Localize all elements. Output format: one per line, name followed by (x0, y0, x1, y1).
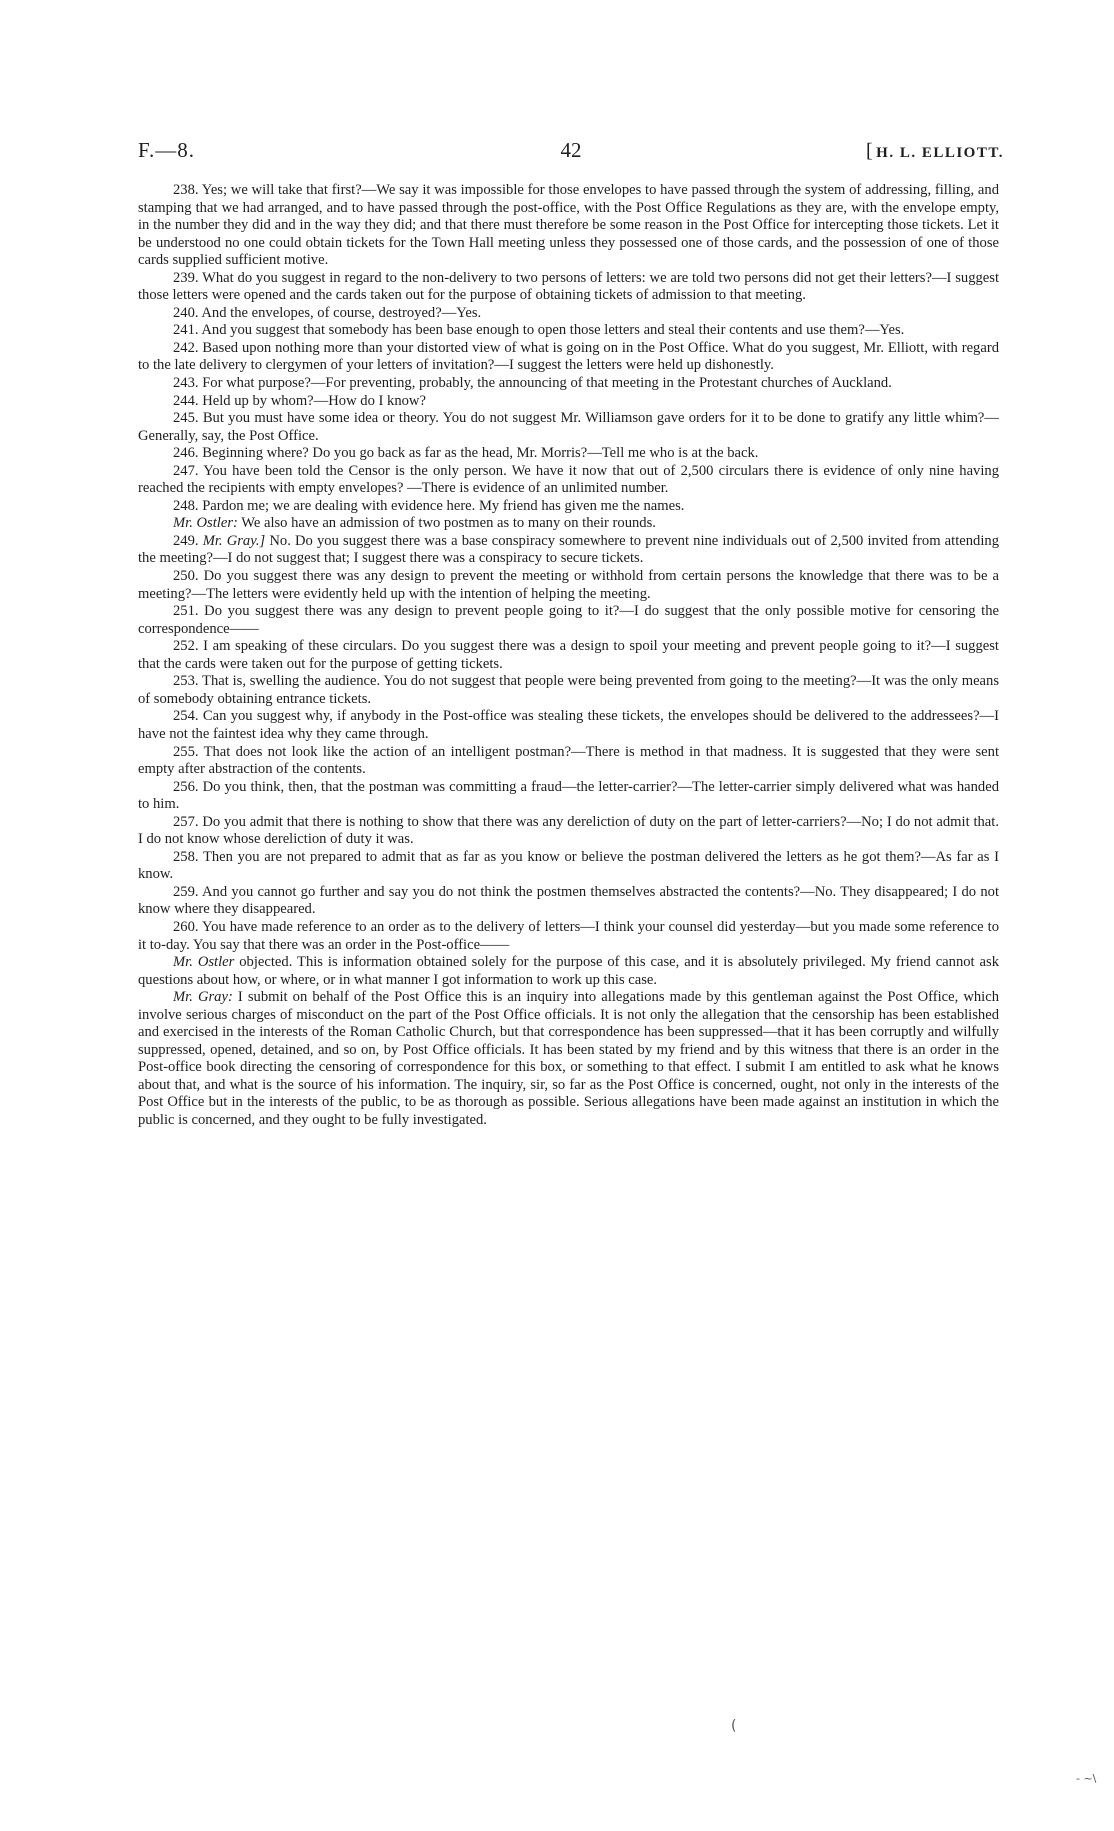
paragraph-text: I submit on behalf of the Post Office this is an inquiry into allegations made by this gentleman against the Post Office, which involve serious charges of misconduct on the part of the Post Office officials. It is not only the allegation that the censorship has been established and exercised in the interests of the Roman Catholic Church, but that correspondence has been suppressed—that it has been corruptly and wilfully suppressed, opened, detained, and so on, by Post Office officials. It has been stated by my friend and by this witness that there is an order in the Post-office book directing the censoring of correspondence for this box, or something to that effect. I submit I am entitled to ask what he knows about that, and what is the source of his information. The inquiry, sir, so far as the Post Office is concerned, ought, not only in the interests of the Post Office but in the interests of the public, to be as thorough as possible. Serious allegations have been made against an institution in which the public is concerned, and they ought to be fully investigated. (138, 989, 999, 1128)
paragraph (138, 884, 999, 919)
paragraph (138, 673, 999, 708)
page-number: 42 (560, 138, 582, 162)
witness-name-text: H. L. ELLIOTT. (876, 145, 1004, 161)
paragraph (138, 708, 999, 743)
paragraph-text: 241. And you suggest that somebody has been base enough to open those letters and steal their contents and use them?—Yes. (173, 322, 905, 339)
paragraph-text: 245. But you must have some idea or theory. You do not suggest Mr. Williamson gave orders for it to be done to gratify any little whim?—Generally, say, the Post Office. (138, 410, 999, 444)
paragraph-text: objected. This is information obtained solely for the purpose of this case, and it is absolutely privileged. My friend cannot ask questions about how, or where, or in what manner I got information to work up this case. (138, 954, 999, 988)
paragraph-text: 255. That does not look like the action of an intelligent postman?—There is method in that madness. It is suggested that they were sent empty after abstraction of the contents. (138, 743, 999, 778)
paragraph (138, 638, 999, 673)
paragraph (138, 744, 999, 779)
page-header (138, 138, 1004, 168)
paragraph (138, 954, 999, 989)
speaker-name: Mr. Gray.] (202, 532, 266, 549)
paragraph-text: 250. Do you suggest there was any design to prevent the meeting or withhold from certain persons the knowledge that there was to be a meeting?—The letters were evidently held up with the intention of helping the meeting. (138, 568, 999, 602)
paragraph (138, 410, 999, 445)
paragraph-text: 258. Then you are not prepared to admit that as far as you know or believe the postman delivered the letters as he got them?—As far as I know. (138, 848, 999, 883)
paragraph (138, 515, 999, 533)
paragraph-text: 257. Do you admit that there is nothing to show that there was any dereliction of duty on the part of letter-carriers?—No; I do not admit that. I do not know whose dereliction of duty it was. (138, 813, 999, 848)
paragraph (138, 989, 999, 1129)
stray-mark: - ~\ (1076, 1772, 1097, 1785)
document-reference: F.—8. (138, 138, 195, 162)
paragraph-text: 248. Pardon me; we are dealing with evidence here. My friend has given me the names. (173, 497, 685, 514)
paragraph (138, 340, 999, 375)
paragraph-text: 253. That is, swelling the audience. You do not suggest that people were being prevented from going to the meeting?—It was the only means of somebody obtaining entrance tickets. (138, 673, 999, 707)
paragraph-text: 243. For what purpose?—For preventing, probably, the announcing of that meeting in the Protestant churches of Auckland. (173, 375, 892, 392)
paragraph-text: 244. Held up by whom?—How do I know? (173, 392, 426, 409)
paragraph-text: 240. And the envelopes, of course, destroyed?—Yes. (173, 304, 482, 321)
paragraph (138, 498, 999, 516)
paragraph-text: 242. Based upon nothing more than your distorted view of what is going on in the Post Office. What do you suggest, Mr. Elliott, with regard to the late delivery to clergymen of your letters of invitation?—I suggest the letters were held up dishonestly. (138, 339, 999, 374)
header-bracket: [ (865, 140, 875, 162)
paragraph (138, 919, 999, 954)
speaker-name: Mr. Ostler: (173, 515, 238, 532)
paragraph-text: 252. I am speaking of these circulars. Do you suggest there was a design to spoil your meeting and prevent people going to it?—I suggest that the cards were taken out for the purpose of getting tickets. (138, 638, 999, 672)
paragraph (138, 463, 999, 498)
stray-mark: ( (731, 1718, 737, 1734)
question-number: 249. (173, 532, 203, 549)
paragraph (138, 322, 999, 340)
paragraph-text: We also have an admission of two postmen as to many on their rounds. (237, 515, 656, 532)
speaker-name: Mr. Ostler (173, 954, 235, 971)
paragraph (138, 568, 999, 603)
paragraph-text: 239. What do you suggest in regard to the non-delivery to two persons of letters: we are told two persons did not get their letters?—I suggest those letters were opened and the cards taken out for the purpose of obtaining tickets of admission to that meeting. (138, 269, 999, 304)
paragraph-text: 238. Yes; we will take that first?—We say it was impossible for those envelopes to have passed through the system of addressing, filling, and stamping that we had arranged, and to have passed through the post-office, with the Post Office Regulations as they are, with the envelope empty, in the number they did and in the way they did; and that there must therefore be some reason in the Post Office for intercepting those tickets. Let it be understood no one could obtain tickets for the Town Hall meeting unless they possessed one of those cards, and the possession of one of those cards supplied sufficient motive. (138, 182, 999, 269)
paragraph (138, 375, 999, 393)
paragraph-text: 259. And you cannot go further and say you do not think the postmen themselves abstracted the contents?—No. They disappeared; I do not know where they disappeared. (138, 883, 999, 918)
paragraph (138, 533, 999, 568)
paragraph (138, 182, 999, 270)
paragraph-text: 247. You have been told the Censor is the only person. We have it now that out of 2,500 circulars there is evidence of only nine having reached the recipients with empty envelopes? —There is evidence of an unlimited number. (138, 462, 999, 497)
paragraph-text: 251. Do you suggest there was any design to prevent people going to it?—I do suggest that the only possible motive for censoring the correspondence—— (138, 603, 999, 637)
paragraph-text: 246. Beginning where? Do you go back as far as the head, Mr. Morris?—Tell me who is at the back. (173, 445, 759, 462)
paragraph-text: 260. You have made reference to an order as to the delivery of letters—I think your counsel did yesterday—but you made some reference to it to-day. You say that there was an order in the Post-office—— (138, 918, 999, 953)
paragraph-text: 254. Can you suggest why, if anybody in the Post-office was stealing these tickets, the envelopes should be delivered to the addressees?—I have not the faintest idea why they came through. (138, 708, 999, 742)
paragraph (138, 603, 999, 638)
paragraph (138, 393, 999, 411)
paragraph-text: No. Do you suggest there was a base conspiracy somewhere to prevent nine individuals out of 2,500 invited from attending the meeting?—I do not suggest that; I suggest there was a conspiracy to secure tickets. (138, 532, 999, 567)
paragraph (138, 445, 999, 463)
paragraph-text: 256. Do you think, then, that the postman was committing a fraud—the letter-carrier?—The letter-carrier simply delivered what was handed to him. (138, 778, 999, 813)
paragraph (138, 849, 999, 884)
paragraph (138, 814, 999, 849)
witness-name (866, 140, 1004, 163)
paragraph (138, 270, 999, 305)
paragraph (138, 779, 999, 814)
speaker-name: Mr. Gray: (173, 989, 233, 1006)
testimony-body (138, 182, 999, 1130)
paragraph (138, 305, 999, 323)
